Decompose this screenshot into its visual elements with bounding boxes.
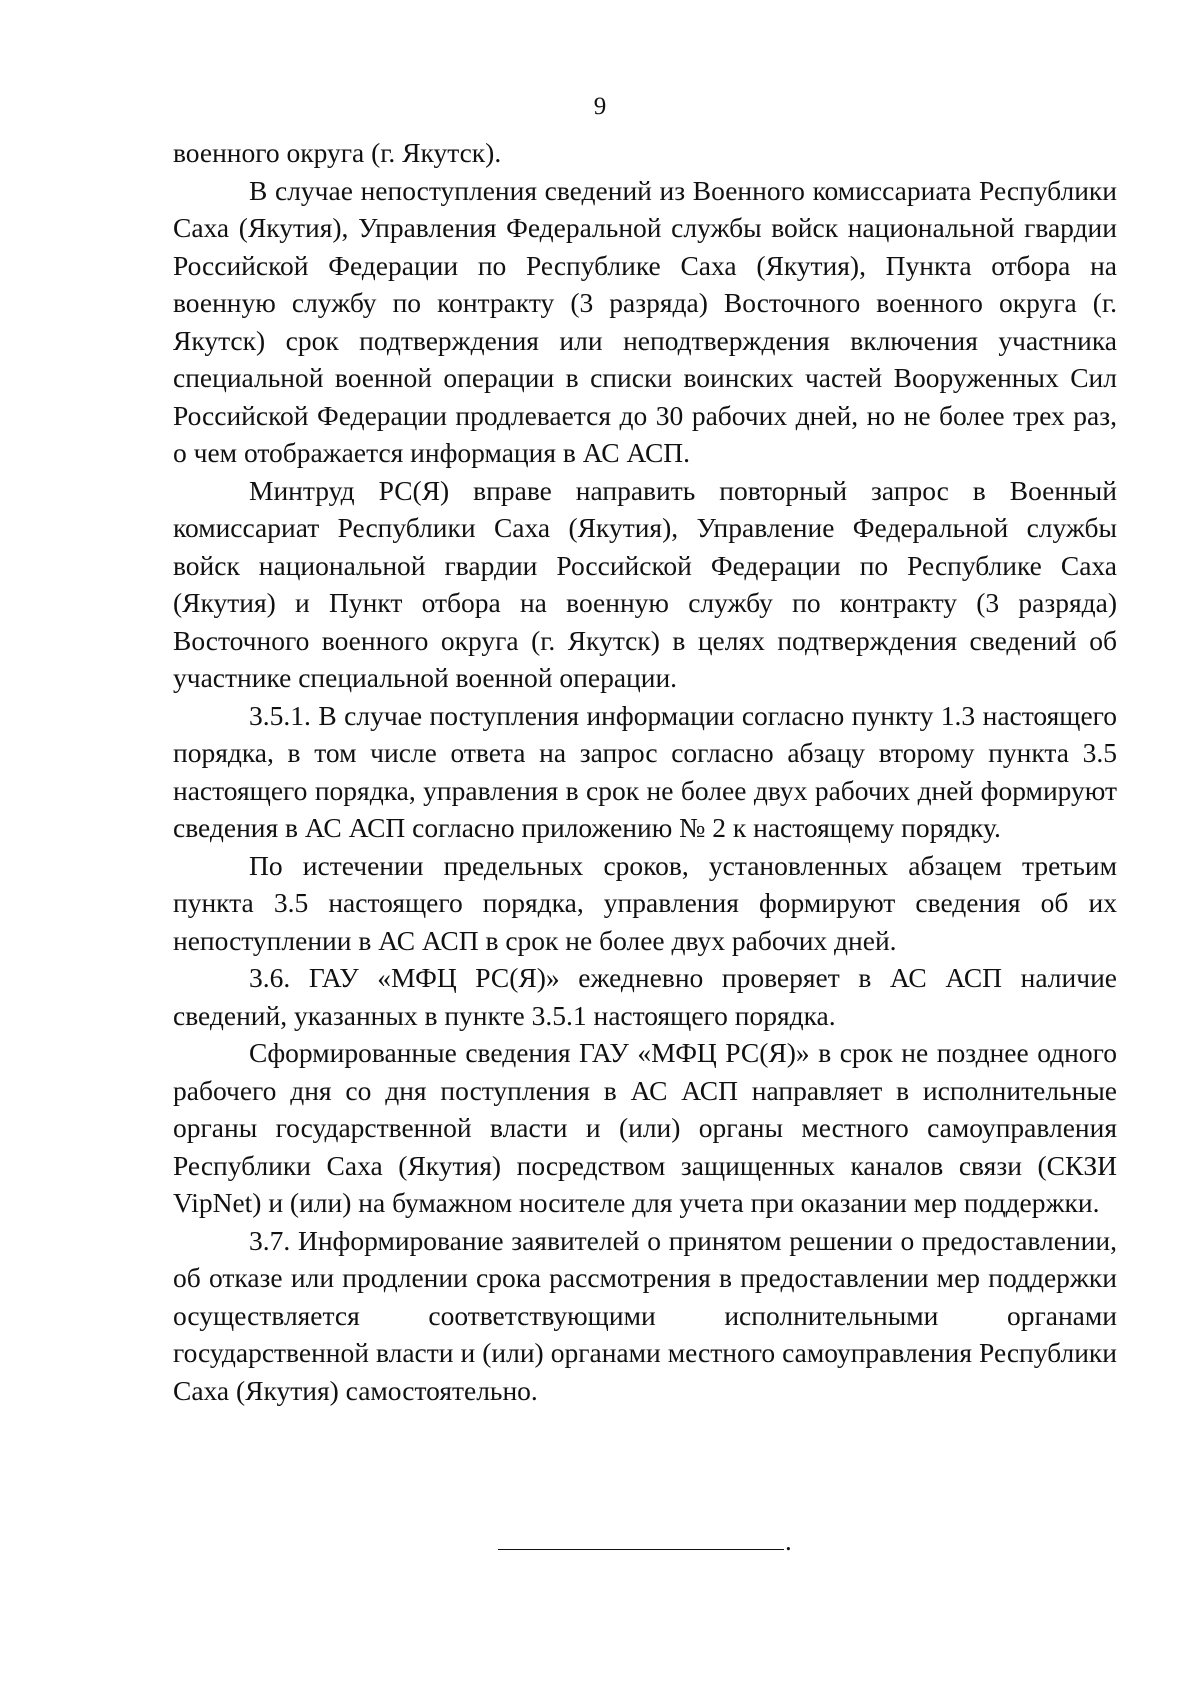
end-dot: . [785, 1526, 792, 1556]
paragraph-3-5-1: 3.5.1. В случае поступления информации согласно пункту 1.3 настоящего порядка, в том числе ответа на запрос согласно абзацу второму пункта 3.5 настоящего порядка, управления в срок не более двух рабочих дней формируют сведения в АС АСП согласно приложению № 2 к настоящему порядку. [173, 699, 1117, 843]
paragraph-3-7: 3.7. Информирование заявителей о принятом решении о предоставлении, об отказе или продлении срока рассмотрения в предоставлении мер поддержки осуществляется соответствующими исполнительными органами государственной власти и (или) органами местного самоуправления Республики Саха (Якутия) самостоятельно. [173, 1224, 1117, 1406]
paragraph-deadlines: По истечении предельных сроков, установленных абзацем третьим пункта 3.5 настоящего порядка, управления формируют сведения об их непоступлении в АС АСП в срок не более двух рабочих дней. [173, 849, 1117, 956]
document-body [173, 134, 1117, 1409]
end-divider-line [498, 1549, 784, 1550]
paragraph-3-6: 3.6. ГАУ «МФЦ РС(Я)» ежедневно проверяет в АС АСП наличие сведений, указанных в пункте 3.5.1 настоящего порядка. [173, 962, 1117, 1031]
paragraph-non-receipt: В случае непоступления сведений из Военного комиссариата Республики Саха (Якутия), Управления Федеральной службы войск национальной гвардии Российской Федерации по Республике Саха (Якутия), Пункта отбора на военную службу по контракту (3 разряда) Восточного военного округа (г. Якутск) срок подтверждения или неподтверждения включения участника специальной военной операции в списки воинских частей Вооруженных Сил Российской Федерации продлевается до 30 рабочих дней, но не более трех раз, о чем отображается информация в АС АСП. [173, 174, 1117, 468]
end-of-document-mark [498, 1526, 792, 1556]
paragraph-repeat-request: Минтруд РС(Я) вправе направить повторный запрос в Военный комиссариат Республики Саха (Якутия), Управление Федеральной службы войск национальной гвардии Российской Федерации по Республике Саха (Якутия) и Пункт отбора на военную службу по контракту (3 разряда) Восточного военного округа (г. Якутск) в целях подтверждения сведений об участнике специальной военной операции. [173, 474, 1117, 693]
paragraph-continuation: военного округа (г. Якутск). [173, 137, 502, 168]
page-number: 9 [593, 93, 607, 120]
paragraph-formed-info: Сформированные сведения ГАУ «МФЦ РС(Я)» в срок не позднее одного рабочего дня со дня поступления в АС АСП направляет в исполнительные органы государственной власти и (или) органы местного самоуправления Республики Саха (Якутия) посредством защищенных каналов связи (СКЗИ VipNet) и (или) на бумажном носителе для учета при оказании мер поддержки. [173, 1037, 1117, 1218]
